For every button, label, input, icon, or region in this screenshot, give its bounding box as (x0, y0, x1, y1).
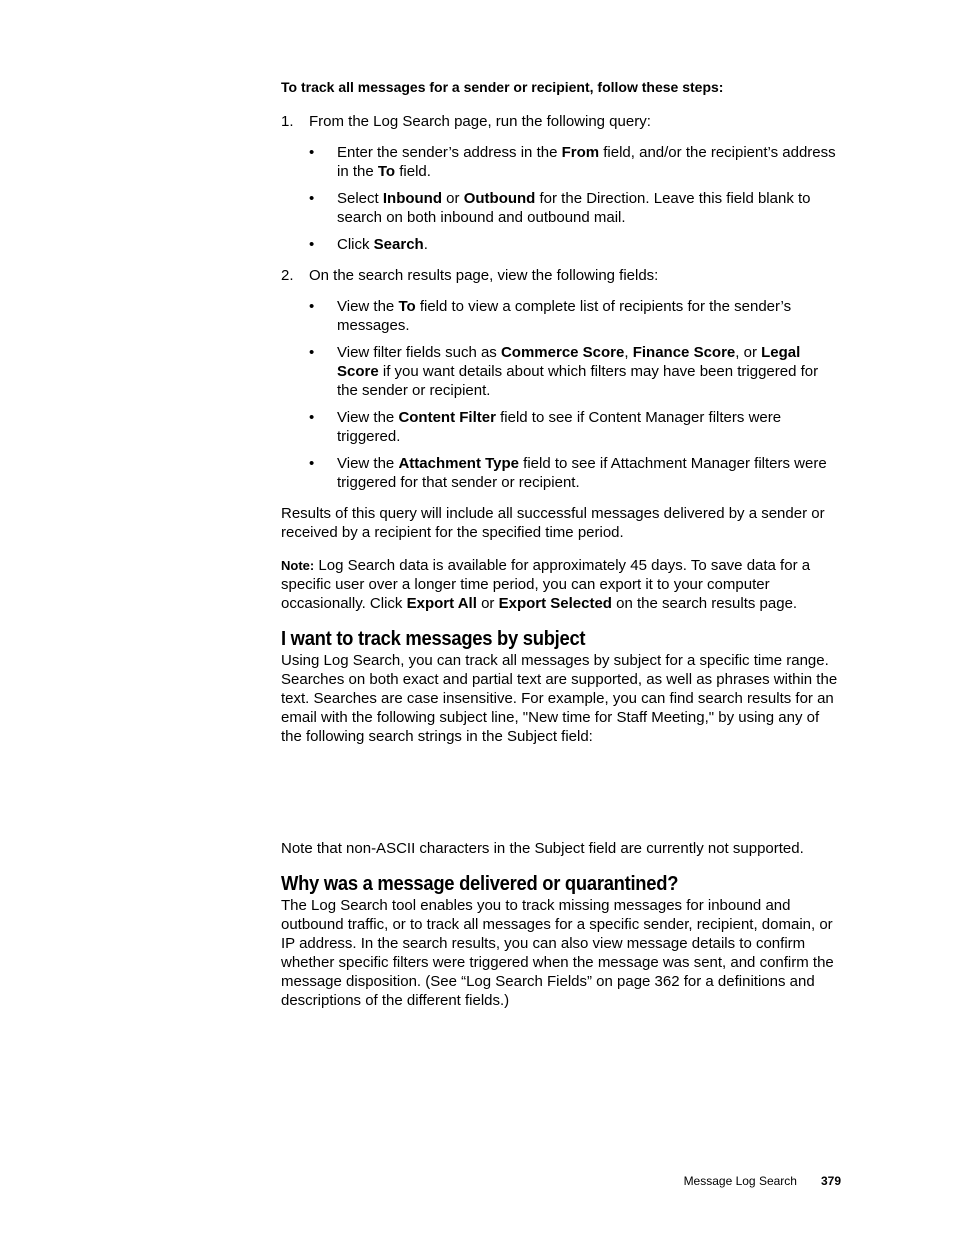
bullet-item (309, 235, 843, 254)
text-run: on the search results page. (611, 595, 798, 612)
text-run: , or (735, 344, 762, 361)
text-run: View the (337, 298, 399, 315)
non-ascii-note: Note that non-ASCII characters in the Subject field are currently not supported. (281, 840, 804, 857)
bullet-icon: • (309, 190, 315, 207)
step-item (281, 112, 843, 254)
note-paragraph (281, 556, 843, 613)
bold-term: Inbound (382, 190, 443, 207)
bold-term: To (377, 163, 396, 180)
bullet-item (309, 343, 843, 400)
text-run: field. (395, 163, 431, 180)
text-run: View the (337, 455, 399, 472)
step-text: On the search results page, view the following fields: (309, 267, 659, 284)
text-run: for the Direction. Leave this field blank to search on both inbound and outbound mail. (337, 190, 811, 226)
bold-term: Attachment Type (398, 455, 520, 472)
step-text: From the Log Search page, run the following query: (309, 113, 651, 130)
page-content (281, 78, 843, 1024)
bullet-icon: • (309, 298, 315, 315)
step-number: 1. (281, 113, 294, 130)
text-run: . (423, 236, 428, 253)
bullet-text (337, 298, 791, 334)
bold-term: Search (373, 236, 424, 253)
steps-list (281, 112, 843, 492)
bullet-item (309, 454, 843, 492)
bold-term: Commerce Score (500, 344, 625, 361)
bullet-text (337, 190, 811, 226)
bold-term: Content Filter (398, 409, 496, 426)
bullet-icon: • (309, 344, 315, 361)
text-run: Log Search data is available for approximately 45 days. To save data for a specific user over a longer time period, you can export it to your computer occasionally. Click (281, 557, 811, 612)
steps-intro: To track all messages for a sender or recipient, follow these steps: (281, 79, 724, 95)
text-run: field to see if Attachment Manager filters were triggered for that sender or recipient. (337, 455, 827, 491)
bullet-item (309, 297, 843, 335)
text-run: field to view a complete list of recipients for the sender’s messages. (337, 298, 792, 334)
bullet-text (337, 236, 428, 253)
page-number: 379 (820, 1174, 841, 1188)
bullet-icon: • (309, 455, 315, 472)
text-run: View the (337, 409, 399, 426)
bullet-text (337, 455, 827, 491)
note-text (281, 557, 810, 612)
bullet-list (309, 297, 843, 492)
bold-term: From (561, 144, 600, 161)
subject-examples-area (281, 760, 843, 839)
bullet-text (337, 144, 836, 180)
bullet-text (337, 344, 818, 399)
section-heading-delivered-or-quarantined: Why was a message delivered or quarantined? (281, 873, 679, 895)
text-run: Select (337, 190, 383, 207)
bold-term: Outbound (463, 190, 536, 207)
log-search-tool-paragraph: The Log Search tool enables you to track missing messages for inbound and outbound traffic, or to track all messages for a specific sender, recipient, domain, or IP address. In the search results, you can also view message details to confirm whether specific filters were triggered when the message was sent, and confirm the message disposition. (See “Log Search Fields” on page 362 for a definitions and descriptions of the different fields.) (281, 897, 834, 1009)
page-footer (684, 1174, 841, 1189)
subject-paragraph: Using Log Search, you can track all messages by subject for a specific time range. Searches on both exact and partial text are supported, as well as phrases within the text. Searches are case insensitive. For example, you can find search results for an email with the following subject line, "New time for Staff Meeting," by using any of the following search strings in the Subject field: (281, 652, 838, 745)
bold-term: To (398, 298, 416, 315)
bold-term: Legal Score (337, 344, 801, 380)
text-run: , (624, 344, 633, 361)
bullet-item (309, 143, 843, 181)
bold-term: Export Selected (498, 595, 612, 612)
bullet-item (309, 408, 843, 446)
text-run: or (476, 595, 499, 612)
text-run: Enter the sender’s address in the (337, 144, 562, 161)
bold-term: Finance Score (632, 344, 736, 361)
text-run: View filter fields such as (337, 344, 501, 361)
step-number: 2. (281, 267, 294, 284)
bold-term: Export All (406, 595, 477, 612)
bullet-icon: • (309, 144, 315, 161)
footer-section-name: Message Log Search (683, 1174, 797, 1188)
bullet-text (337, 409, 781, 445)
bullet-icon: • (309, 409, 315, 426)
results-paragraph: Results of this query will include all successful messages delivered by a sender or received by a recipient for the specified time period. (281, 505, 825, 541)
section-heading-track-by-subject: I want to track messages by subject (281, 628, 586, 650)
text-run: if you want details about which filters may have been triggered for the sender or recipient. (337, 363, 819, 399)
bullet-item (309, 189, 843, 227)
text-run: field, and/or the recipient’s address in the (337, 144, 836, 180)
text-run: Click (337, 236, 374, 253)
step-item (281, 266, 843, 492)
text-run: or (442, 190, 464, 207)
note-label: Note: (281, 558, 315, 573)
bullet-list (309, 143, 843, 254)
text-run: field to see if Content Manager filters were triggered. (337, 409, 782, 445)
bullet-icon: • (309, 236, 315, 253)
